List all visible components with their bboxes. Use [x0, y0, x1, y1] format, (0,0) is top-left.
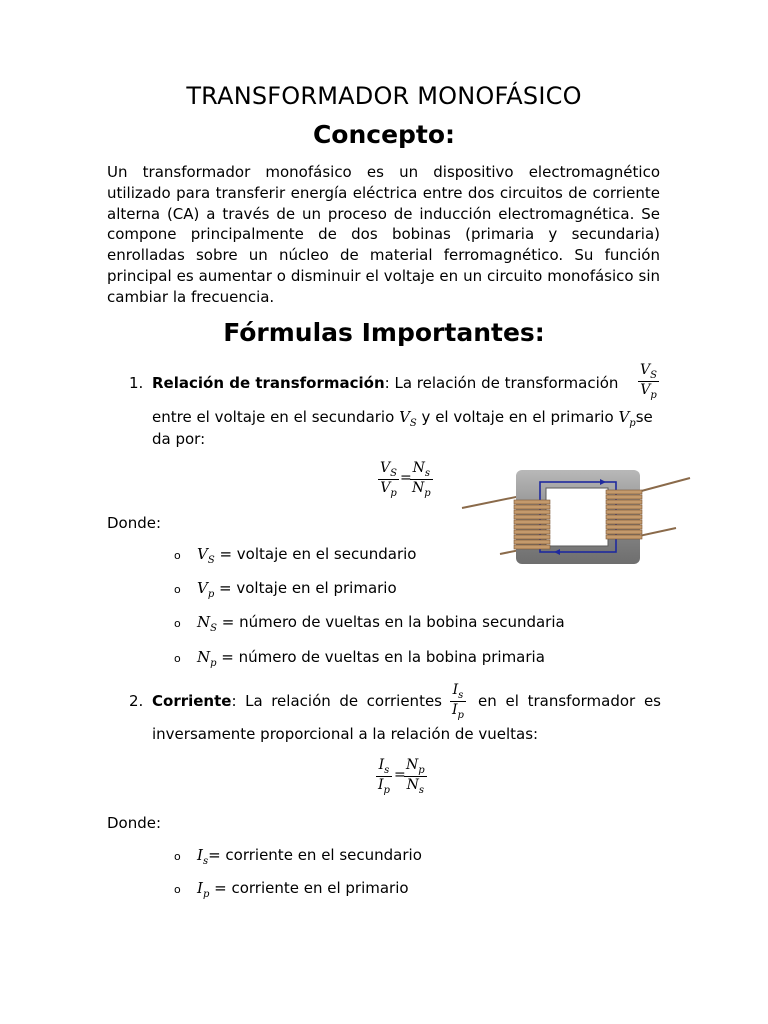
def-item-np — [174, 648, 181, 666]
def-ns: $N_S$ = número de vueltas en la bobina secundaria — [197, 613, 565, 634]
item-2-text-b: en el transformador es — [478, 692, 661, 710]
transformer-figure — [460, 466, 692, 570]
equation-1-left: $\frac{V_S}{V_p}$ — [380, 460, 397, 499]
def-ip: $I_p$ = corriente en el primario — [197, 879, 409, 900]
item-1-bold: Relación de transformación — [152, 374, 385, 392]
formulas-heading: Fórmulas Importantes: — [223, 318, 545, 347]
def-item-vp — [174, 579, 181, 597]
item-2-intro — [152, 692, 442, 710]
def-np: $N_p$ = número de vueltas en la bobina primaria — [197, 648, 545, 669]
bullet-icon: o — [174, 883, 181, 896]
item-1-line-2 — [152, 408, 653, 429]
def-item-ip — [174, 879, 181, 897]
item-1-text-d: se — [635, 408, 653, 426]
equation-2-equals: = — [394, 767, 406, 783]
def-item-is — [174, 846, 181, 864]
concept-paragraph — [107, 162, 660, 308]
item-2-bold: Corriente — [152, 692, 232, 710]
concept-line: cambiar la frecuencia. — [107, 287, 275, 306]
item-2-text-c: inversamente proporcional a la relación de vueltas: — [152, 725, 539, 743]
transformer-core-icon — [460, 466, 692, 570]
item-1-number: 1. — [129, 374, 144, 392]
item-1-text-c: y el voltaje en el primario — [421, 408, 614, 426]
bullet-icon: o — [174, 850, 181, 863]
item-1-text-b: entre el voltaje en el secundario — [152, 408, 395, 426]
equation-1-right: $\frac{N_s}{N_p}$ — [412, 460, 431, 499]
item-2-number: 2. — [129, 692, 144, 710]
item-2-text-a: : La relación de corrientes — [231, 692, 442, 710]
bullet-icon: o — [174, 549, 181, 562]
vp-symbol: $V_p$ — [618, 408, 636, 429]
equation-2-right: $\frac{N_p}{N_s}$ — [406, 757, 425, 796]
concept-line: utilizado para transferir energía eléctrica entre dos circuitos de corriente — [107, 183, 660, 202]
bullet-icon: o — [174, 617, 181, 630]
ratio-vs-vp-inline: $\frac{V_S}{V_p}$ — [640, 362, 657, 401]
def-vp: $V_p$ = voltaje en el primario — [197, 579, 397, 600]
concept-line: principal es aumentar o disminuir el voltaje en un circuito monofásico sin — [107, 266, 660, 285]
item-1-text-a: : La relación de transformación — [384, 374, 619, 392]
donde-1-label: Donde: — [107, 514, 162, 532]
donde-2-label: Donde: — [107, 814, 162, 832]
vs-symbol: $V_S$ — [399, 408, 417, 429]
document-title: TRANSFORMADOR MONOFÁSICO — [186, 82, 582, 110]
concept-line: enrolladas sobre un núcleo de material ferromagnético. Su función — [107, 246, 660, 265]
concept-line: Un transformador monofásico es un dispositivo electromagnético — [107, 163, 660, 181]
concept-line: compone principalmente de dos bobinas (primaria y secundaria) — [107, 225, 660, 244]
item-1-text-e: da por: — [152, 430, 206, 448]
ratio-is-ip-inline: $\frac{I_s}{I_p}$ — [452, 682, 464, 721]
item-1-intro — [152, 374, 618, 392]
def-item-ns — [174, 613, 181, 631]
bullet-icon: o — [174, 652, 181, 665]
concept-heading: Concepto: — [312, 120, 456, 149]
bullet-icon: o — [174, 583, 181, 596]
def-is: $I_s=$ corriente en el secundario — [197, 846, 422, 867]
def-item-vs — [174, 545, 181, 563]
equation-2-left: $\frac{I_s}{I_p}$ — [378, 757, 390, 796]
equation-1-equals: = — [400, 470, 412, 486]
concept-line: alterna (CA) a través de un proceso de inducción electromagnética. Se — [107, 204, 660, 223]
def-vs: $V_S$ = voltaje en el secundario — [197, 545, 417, 566]
